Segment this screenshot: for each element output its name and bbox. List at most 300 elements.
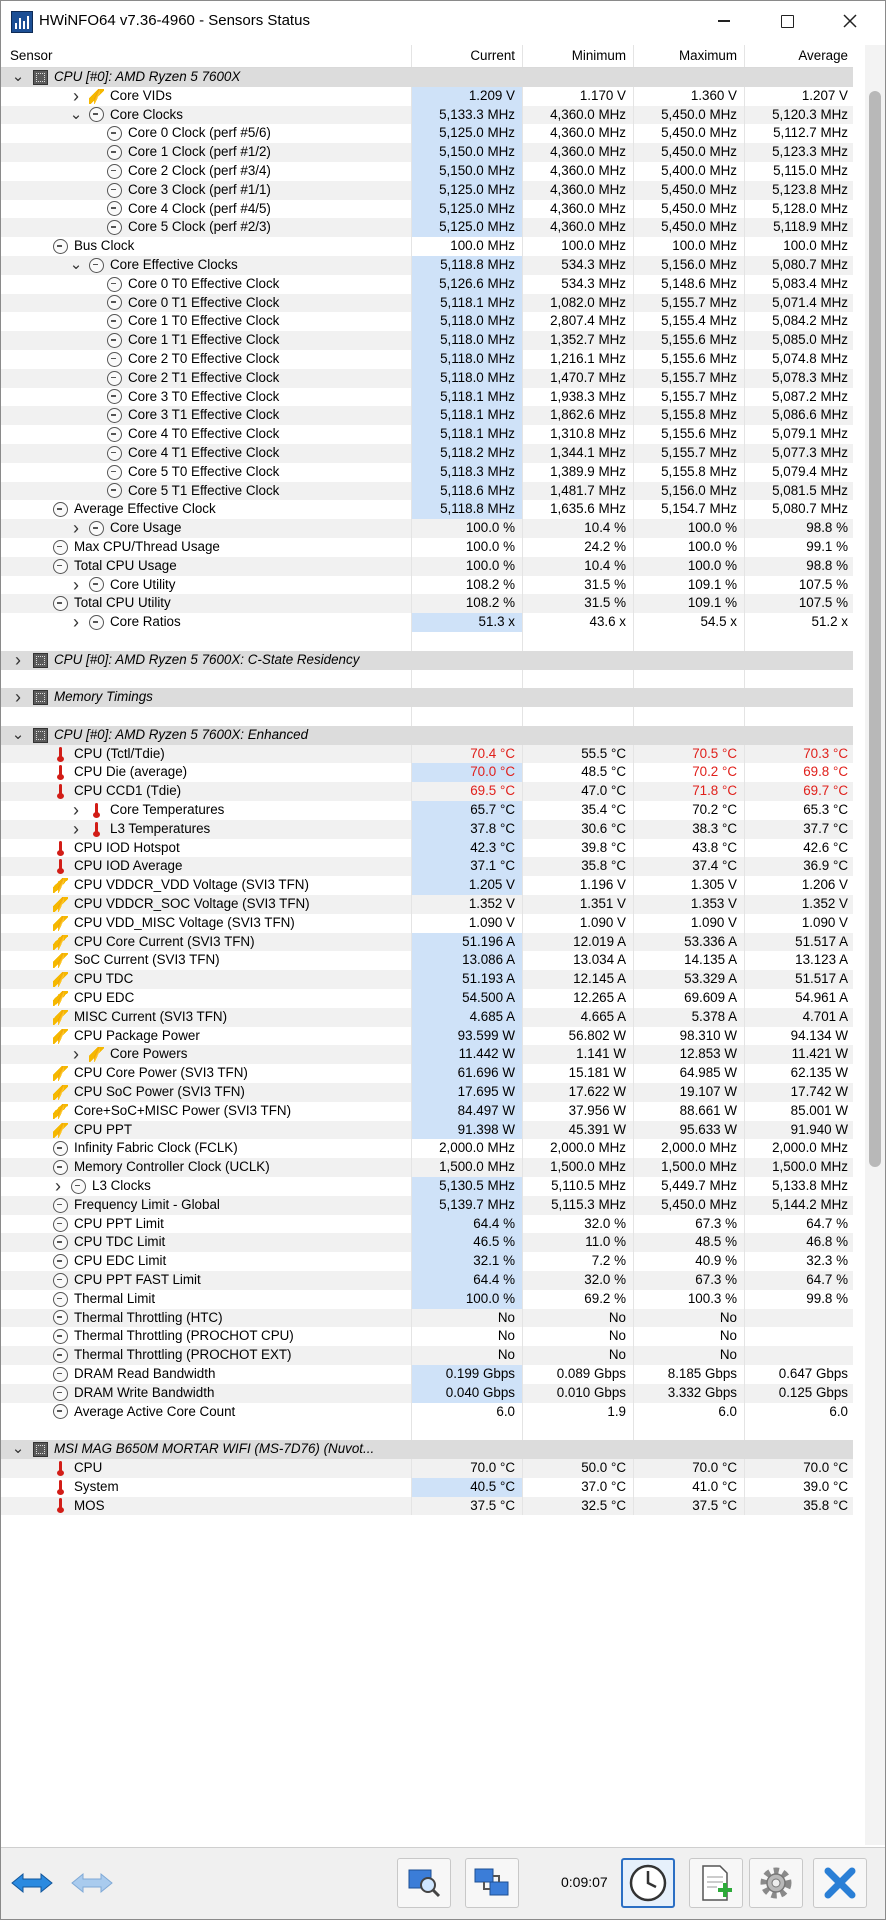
minimum-value: 32.0 % [523, 1271, 634, 1290]
sensor-group-row[interactable] [1, 726, 853, 745]
sensor-label: Thermal Throttling (HTC) [74, 1309, 223, 1325]
sensor-row[interactable] [1, 1290, 853, 1309]
sensor-clock-icon [107, 183, 122, 198]
minimum-value: 10.4 % [523, 557, 634, 576]
expand-chevron-icon[interactable]: › [73, 819, 79, 839]
vertical-scrollbar[interactable] [865, 45, 885, 1845]
expand-chevron-icon[interactable]: › [73, 1045, 79, 1065]
sensor-row[interactable] [1, 1102, 853, 1121]
minimum-value: 10.4 % [523, 519, 634, 538]
sensor-row[interactable] [1, 406, 853, 425]
maximum-value: 98.310 W [634, 1027, 745, 1046]
clock-button[interactable] [621, 1858, 675, 1908]
sensor-name-cell [1, 331, 412, 350]
collapse-chevron-icon[interactable]: ⌄ [69, 105, 83, 123]
minimum-value: No [523, 1327, 634, 1346]
average-value: 65.3 °C [803, 802, 848, 818]
sensor-table [1, 45, 853, 1515]
sensor-row[interactable] [1, 312, 853, 331]
sensor-row[interactable] [1, 745, 853, 764]
sensor-group-row[interactable] [1, 1440, 853, 1459]
sensor-row[interactable] [1, 1309, 853, 1328]
sensor-row[interactable] [1, 1252, 853, 1271]
sensor-row[interactable] [1, 895, 853, 914]
maximum-value: 48.5 % [634, 1233, 745, 1252]
average-value: 5,083.4 MHz [772, 275, 848, 291]
sensor-row[interactable] [1, 933, 853, 952]
minimum-value: 1,500.0 MHz [523, 1158, 634, 1177]
sensor-label: CPU IOD Average [74, 858, 183, 874]
sensor-row[interactable] [1, 613, 853, 632]
current-value: 5,118.1 MHz [412, 294, 523, 313]
current-value: 13.086 A [412, 951, 523, 970]
sensor-label: CPU IOD Hotspot [74, 839, 180, 855]
sensor-label: CPU CCD1 (Tdie) [74, 783, 182, 799]
voltage-bolt-icon [53, 953, 68, 968]
minimum-value: 55.5 °C [523, 745, 634, 764]
sensor-name-cell [1, 1008, 412, 1027]
average-value: 0.125 Gbps [778, 1384, 848, 1400]
minimum-value: No [523, 1309, 634, 1328]
collapse-chevron-icon[interactable]: ⌄ [69, 255, 83, 273]
average-value: 5,085.0 MHz [772, 332, 848, 348]
settings-button[interactable] [749, 1858, 803, 1908]
minimum-value: 12.019 A [523, 933, 634, 952]
expand-chevron-icon[interactable]: › [73, 86, 79, 106]
sensor-row[interactable] [1, 482, 853, 501]
maximum-value: 70.5 °C [634, 745, 745, 764]
sensor-clock-icon [107, 201, 122, 216]
average-value: 5,077.3 MHz [772, 444, 848, 460]
current-value: 100.0 % [412, 519, 523, 538]
minimum-value: 37.956 W [523, 1102, 634, 1121]
voltage-bolt-icon [53, 1066, 68, 1081]
sensor-row[interactable] [1, 538, 853, 557]
average-value: 1,500.0 MHz [772, 1159, 848, 1175]
nav-arrows-disabled-icon [70, 1868, 114, 1898]
minimum-value: 1,470.7 MHz [523, 369, 634, 388]
sensor-row[interactable] [1, 143, 853, 162]
sensor-label: Core 0 T1 Effective Clock [128, 294, 280, 310]
sensor-label: Total CPU Utility [74, 595, 171, 611]
sensor-label: CPU VDD_MISC Voltage (SVI3 TFN) [74, 914, 295, 930]
sensor-clock-icon [53, 1160, 68, 1175]
sensor-row[interactable] [1, 914, 853, 933]
sensor-clock-icon [53, 1292, 68, 1307]
current-value [412, 688, 523, 707]
report-add-button[interactable] [689, 1858, 743, 1908]
sensor-clock-icon [53, 1367, 68, 1382]
average-value [745, 1309, 853, 1328]
sensor-name-cell [1, 1309, 412, 1328]
average-value: 5,144.2 MHz [772, 1196, 848, 1212]
current-value: 40.5 °C [412, 1478, 523, 1497]
sensor-row[interactable] [1, 200, 853, 219]
sensor-row[interactable] [1, 1215, 853, 1234]
voltage-bolt-icon [53, 1010, 68, 1025]
close-button[interactable] [827, 1, 873, 41]
average-value: 46.8 % [806, 1234, 848, 1250]
sensor-label: CPU [74, 1459, 103, 1475]
minimum-value: 15.181 W [523, 1064, 634, 1083]
sensor-row[interactable] [1, 857, 853, 876]
voltage-bolt-icon [53, 1085, 68, 1100]
average-value: 100.0 MHz [783, 238, 848, 254]
network-button[interactable] [465, 1858, 519, 1908]
sensor-name-cell [1, 1346, 412, 1365]
sensor-group-row[interactable] [1, 68, 853, 87]
minimum-value: No [523, 1346, 634, 1365]
sensor-row[interactable] [1, 801, 853, 820]
maximum-value: 70.2 °C [634, 763, 745, 782]
sensor-name-cell [1, 1384, 412, 1403]
sensor-row[interactable] [1, 1384, 853, 1403]
sensor-search-icon [406, 1865, 442, 1901]
current-value: 70.4 °C [412, 745, 523, 764]
current-value: 2,000.0 MHz [412, 1139, 523, 1158]
sensor-row[interactable] [1, 1271, 853, 1290]
expand-chevron-icon[interactable]: › [15, 650, 21, 670]
maximum-value: 53.336 A [634, 933, 745, 952]
sensor-row[interactable] [1, 1233, 853, 1252]
sensor-group-row[interactable] [1, 651, 853, 670]
sensor-name-cell [1, 613, 412, 632]
sensor-row[interactable] [1, 989, 853, 1008]
sensor-label: CPU EDC Limit [74, 1253, 167, 1269]
sensor-row[interactable] [1, 763, 853, 782]
title-bar[interactable] [1, 1, 885, 41]
sensor-row[interactable] [1, 519, 853, 538]
sensor-row[interactable] [1, 350, 853, 369]
sensor-label: Core VIDs [110, 87, 172, 103]
sensor-name-cell [1, 933, 412, 952]
sensor-row[interactable] [1, 1083, 853, 1102]
minimum-value: 12.265 A [523, 989, 634, 1008]
maximum-value: 100.0 % [634, 557, 745, 576]
sensor-label: L3 Temperatures [110, 820, 211, 836]
maximum-value [634, 651, 745, 670]
sensor-row[interactable] [1, 162, 853, 181]
sensor-row[interactable] [1, 839, 853, 858]
sensor-row[interactable] [1, 1158, 853, 1177]
sensor-search-button[interactable] [397, 1858, 451, 1908]
sensor-clock-icon [89, 615, 104, 630]
expand-chevron-icon[interactable]: › [55, 1177, 61, 1196]
sensor-label: Core 1 T1 Effective Clock [128, 332, 280, 348]
minimum-value: 69.2 % [523, 1290, 634, 1309]
maximum-value: 5,155.8 MHz [634, 406, 745, 425]
voltage-bolt-icon [89, 1047, 104, 1062]
average-value: 85.001 W [790, 1102, 848, 1118]
sensor-row[interactable] [1, 181, 853, 200]
maximum-value: 100.0 MHz [634, 237, 745, 256]
current-value: 0.199 Gbps [412, 1365, 523, 1384]
column-header-sensor[interactable]: Sensor [1, 45, 412, 67]
voltage-bolt-icon [53, 935, 68, 950]
sensor-clock-icon [107, 446, 122, 461]
sensor-row[interactable] [1, 1478, 853, 1497]
maximum-value: 40.9 % [634, 1252, 745, 1271]
sensor-row[interactable] [1, 1365, 853, 1384]
expand-chevron-icon[interactable]: › [15, 688, 21, 708]
sensor-row[interactable] [1, 1346, 853, 1365]
sensor-clock-icon [107, 427, 122, 442]
maximum-value: 69.609 A [634, 989, 745, 1008]
minimum-value [523, 651, 634, 670]
sensor-label: Core 3 T1 Effective Clock [128, 407, 280, 423]
sensor-clock-icon [107, 408, 122, 423]
average-value: 11.421 W [791, 1046, 848, 1062]
average-value: 70.0 °C [803, 1459, 848, 1475]
minimum-value: 1,862.6 MHz [523, 406, 634, 425]
average-value: 42.6 °C [803, 839, 848, 855]
sensor-label: L3 Clocks [92, 1178, 151, 1194]
spacer-row [1, 670, 853, 689]
sensor-name-cell [1, 275, 412, 294]
minimum-value: 35.4 °C [523, 801, 634, 820]
maximum-value: 37.5 °C [634, 1497, 745, 1516]
sensor-row[interactable] [1, 1045, 853, 1064]
sensor-name-cell [1, 576, 412, 595]
minimum-value: 100.0 MHz [523, 237, 634, 256]
close-icon [843, 14, 857, 28]
expand-chevron-icon[interactable]: › [73, 575, 79, 595]
minimum-value: 1,352.7 MHz [523, 331, 634, 350]
sensor-clock-icon [89, 258, 104, 273]
sensor-name-cell [1, 369, 412, 388]
minimum-value: 4,360.0 MHz [523, 124, 634, 143]
average-value: 5,071.4 MHz [772, 294, 848, 310]
sensor-row[interactable] [1, 444, 853, 463]
sensor-name-cell [1, 1327, 412, 1346]
maximum-value: 38.3 °C [634, 820, 745, 839]
column-header-current[interactable]: Current [412, 45, 523, 67]
expand-chevron-icon[interactable]: › [73, 519, 79, 538]
maximum-value: 5,450.0 MHz [634, 200, 745, 219]
minimum-value: 2,807.4 MHz [523, 312, 634, 331]
sensor-row[interactable] [1, 1459, 853, 1478]
sensor-name-cell [1, 1027, 412, 1046]
sensor-clock-icon [53, 239, 68, 254]
average-value: 98.8 % [806, 520, 848, 536]
sensor-clock-icon [107, 352, 122, 367]
maximum-value: 14.135 A [634, 951, 745, 970]
sensor-row[interactable] [1, 1027, 853, 1046]
column-header-minimum[interactable]: Minimum [523, 45, 634, 67]
sensor-clock-icon [107, 145, 122, 160]
sensor-row[interactable] [1, 1121, 853, 1140]
sensor-name-cell [1, 143, 412, 162]
minimum-value: 4.665 A [523, 1008, 634, 1027]
sensor-row[interactable] [1, 106, 853, 125]
average-value: 0.647 Gbps [778, 1365, 848, 1381]
sensor-row[interactable] [1, 576, 853, 595]
sensor-row[interactable] [1, 1497, 853, 1516]
thermometer-icon [53, 841, 68, 856]
current-value: 5,118.0 MHz [412, 312, 523, 331]
sensor-label: Core 0 Clock (perf #5/6) [128, 125, 271, 141]
sensor-name-cell [1, 914, 412, 933]
voltage-bolt-icon [53, 991, 68, 1006]
sensor-row[interactable] [1, 1139, 853, 1158]
current-value [412, 68, 523, 87]
current-value: 17.695 W [412, 1083, 523, 1102]
average-value: 1.206 V [801, 877, 848, 893]
sensor-name-cell [1, 820, 412, 839]
sensor-label: Core Temperatures [110, 802, 225, 818]
average-value: 51.2 x [811, 614, 848, 630]
sensor-name-cell [1, 782, 412, 801]
sensor-row[interactable] [1, 87, 853, 106]
sensor-row[interactable] [1, 369, 853, 388]
sensor-row[interactable] [1, 1177, 853, 1196]
sensor-name-cell [1, 989, 412, 1008]
sensor-label: Core 5 T1 Effective Clock [128, 482, 280, 498]
sensor-row[interactable] [1, 237, 853, 256]
scrollbar-thumb[interactable] [869, 91, 881, 1167]
current-value: 37.5 °C [412, 1497, 523, 1516]
minimum-value: 39.8 °C [523, 839, 634, 858]
sensor-name-cell [1, 745, 412, 764]
minimum-value [523, 726, 634, 745]
sensor-label: CPU TDC Limit [74, 1234, 166, 1250]
minimum-value: 43.6 x [523, 613, 634, 632]
sensor-clock-icon [53, 1348, 68, 1363]
sensor-name-cell [1, 839, 412, 858]
sensor-row[interactable] [1, 256, 853, 275]
maximum-value: 5,450.0 MHz [634, 124, 745, 143]
sensor-row[interactable] [1, 876, 853, 895]
sensor-row[interactable] [1, 1196, 853, 1215]
nav-arrows-disabled-button[interactable] [65, 1858, 119, 1908]
collapse-chevron-icon[interactable]: ⌄ [11, 725, 25, 743]
sensor-label: Memory Controller Clock (UCLK) [74, 1159, 270, 1175]
sensor-name-cell [1, 1497, 412, 1516]
sensor-label: Core+SoC+MISC Power (SVI3 TFN) [74, 1102, 292, 1118]
sensor-row[interactable] [1, 1064, 853, 1083]
maximize-icon [781, 15, 794, 28]
average-value [745, 68, 853, 87]
sensor-row[interactable] [1, 425, 853, 444]
sensor-row[interactable] [1, 218, 853, 237]
current-value [412, 726, 523, 745]
average-value: 5,080.7 MHz [772, 256, 848, 272]
minimum-value: 1,389.9 MHz [523, 463, 634, 482]
sensor-group-row[interactable] [1, 688, 853, 707]
maximum-value: 5,155.7 MHz [634, 369, 745, 388]
sensor-name-cell [1, 801, 412, 820]
sensor-row[interactable] [1, 594, 853, 613]
sensor-row[interactable] [1, 1403, 853, 1422]
current-value: 5,118.1 MHz [412, 388, 523, 407]
average-value: 5,123.8 MHz [772, 181, 848, 197]
sensor-name-cell [1, 1478, 412, 1497]
sensor-row[interactable] [1, 1327, 853, 1346]
maximum-value: 5,155.6 MHz [634, 331, 745, 350]
sensor-clock-icon [53, 1235, 68, 1250]
minimum-value: 534.3 MHz [523, 275, 634, 294]
average-value: 1.352 V [801, 896, 848, 912]
minimum-value: 50.0 °C [523, 1459, 634, 1478]
sensor-row[interactable] [1, 294, 853, 313]
sensor-row[interactable] [1, 500, 853, 519]
sensor-label: Core 2 T1 Effective Clock [128, 369, 280, 385]
collapse-chevron-icon[interactable]: ⌄ [11, 68, 25, 85]
thermometer-icon [53, 1461, 68, 1476]
sensor-name-cell [1, 876, 412, 895]
maximum-value: 5,155.6 MHz [634, 350, 745, 369]
expand-chevron-icon[interactable]: › [73, 801, 79, 820]
sensor-row[interactable] [1, 951, 853, 970]
current-value: 1,500.0 MHz [412, 1158, 523, 1177]
sensor-name-cell [1, 1459, 412, 1478]
sensor-label: CPU TDC [74, 971, 134, 987]
current-value: No [412, 1327, 523, 1346]
sensor-clock-icon [107, 314, 122, 329]
expand-chevron-icon[interactable]: › [73, 613, 79, 632]
sensor-row[interactable] [1, 970, 853, 989]
sensor-clock-icon [89, 107, 104, 122]
sensor-row[interactable] [1, 275, 853, 294]
current-value: 5,125.0 MHz [412, 124, 523, 143]
collapse-chevron-icon[interactable]: ⌄ [11, 1440, 25, 1458]
close-x-icon [822, 1865, 858, 1901]
sensor-row[interactable] [1, 331, 853, 350]
average-value: 5,128.0 MHz [772, 200, 848, 216]
sensor-row[interactable] [1, 124, 853, 143]
sensor-name-cell [1, 1252, 412, 1271]
average-value: 5,087.2 MHz [772, 388, 848, 404]
sensor-row[interactable] [1, 820, 853, 839]
maximum-value [634, 688, 745, 707]
average-value: 1.207 V [801, 87, 848, 103]
current-value: 70.0 °C [412, 1459, 523, 1478]
sensor-name-cell [1, 68, 412, 87]
current-value: 84.497 W [412, 1102, 523, 1121]
sensor-row[interactable] [1, 463, 853, 482]
nav-arrows-icon [10, 1868, 54, 1898]
column-header-maximum[interactable]: Maximum [634, 45, 745, 67]
minimize-icon [718, 20, 730, 22]
sensor-label: SoC Current (SVI3 TFN) [74, 952, 220, 968]
average-value: 39.0 °C [803, 1478, 848, 1494]
minimize-button[interactable] [701, 1, 747, 41]
sensor-clock-icon [53, 540, 68, 555]
sensor-row[interactable] [1, 1008, 853, 1027]
sensor-row[interactable] [1, 557, 853, 576]
sensor-label: Core 1 T0 Effective Clock [128, 313, 280, 329]
column-header-average[interactable]: Average [798, 48, 848, 63]
voltage-bolt-icon [53, 1104, 68, 1119]
sensor-name-cell [1, 1215, 412, 1234]
sensor-name-cell [1, 106, 412, 125]
sensor-row[interactable] [1, 388, 853, 407]
maximum-value: 53.329 A [634, 970, 745, 989]
maximum-value: 1.090 V [634, 914, 745, 933]
sensor-rows [1, 68, 853, 1515]
current-value: 5,139.7 MHz [412, 1196, 523, 1215]
close-sensors-button[interactable] [813, 1858, 867, 1908]
maximize-button[interactable] [764, 1, 810, 41]
maximum-value: No [634, 1346, 745, 1365]
sensor-row[interactable] [1, 782, 853, 801]
nav-arrows-button[interactable] [5, 1858, 59, 1908]
current-value: 100.0 % [412, 557, 523, 576]
current-value: 32.1 % [412, 1252, 523, 1271]
average-value: 107.5 % [798, 576, 848, 592]
sensor-label: Thermal Throttling (PROCHOT CPU) [74, 1328, 294, 1344]
maximum-value: 70.0 °C [634, 1459, 745, 1478]
